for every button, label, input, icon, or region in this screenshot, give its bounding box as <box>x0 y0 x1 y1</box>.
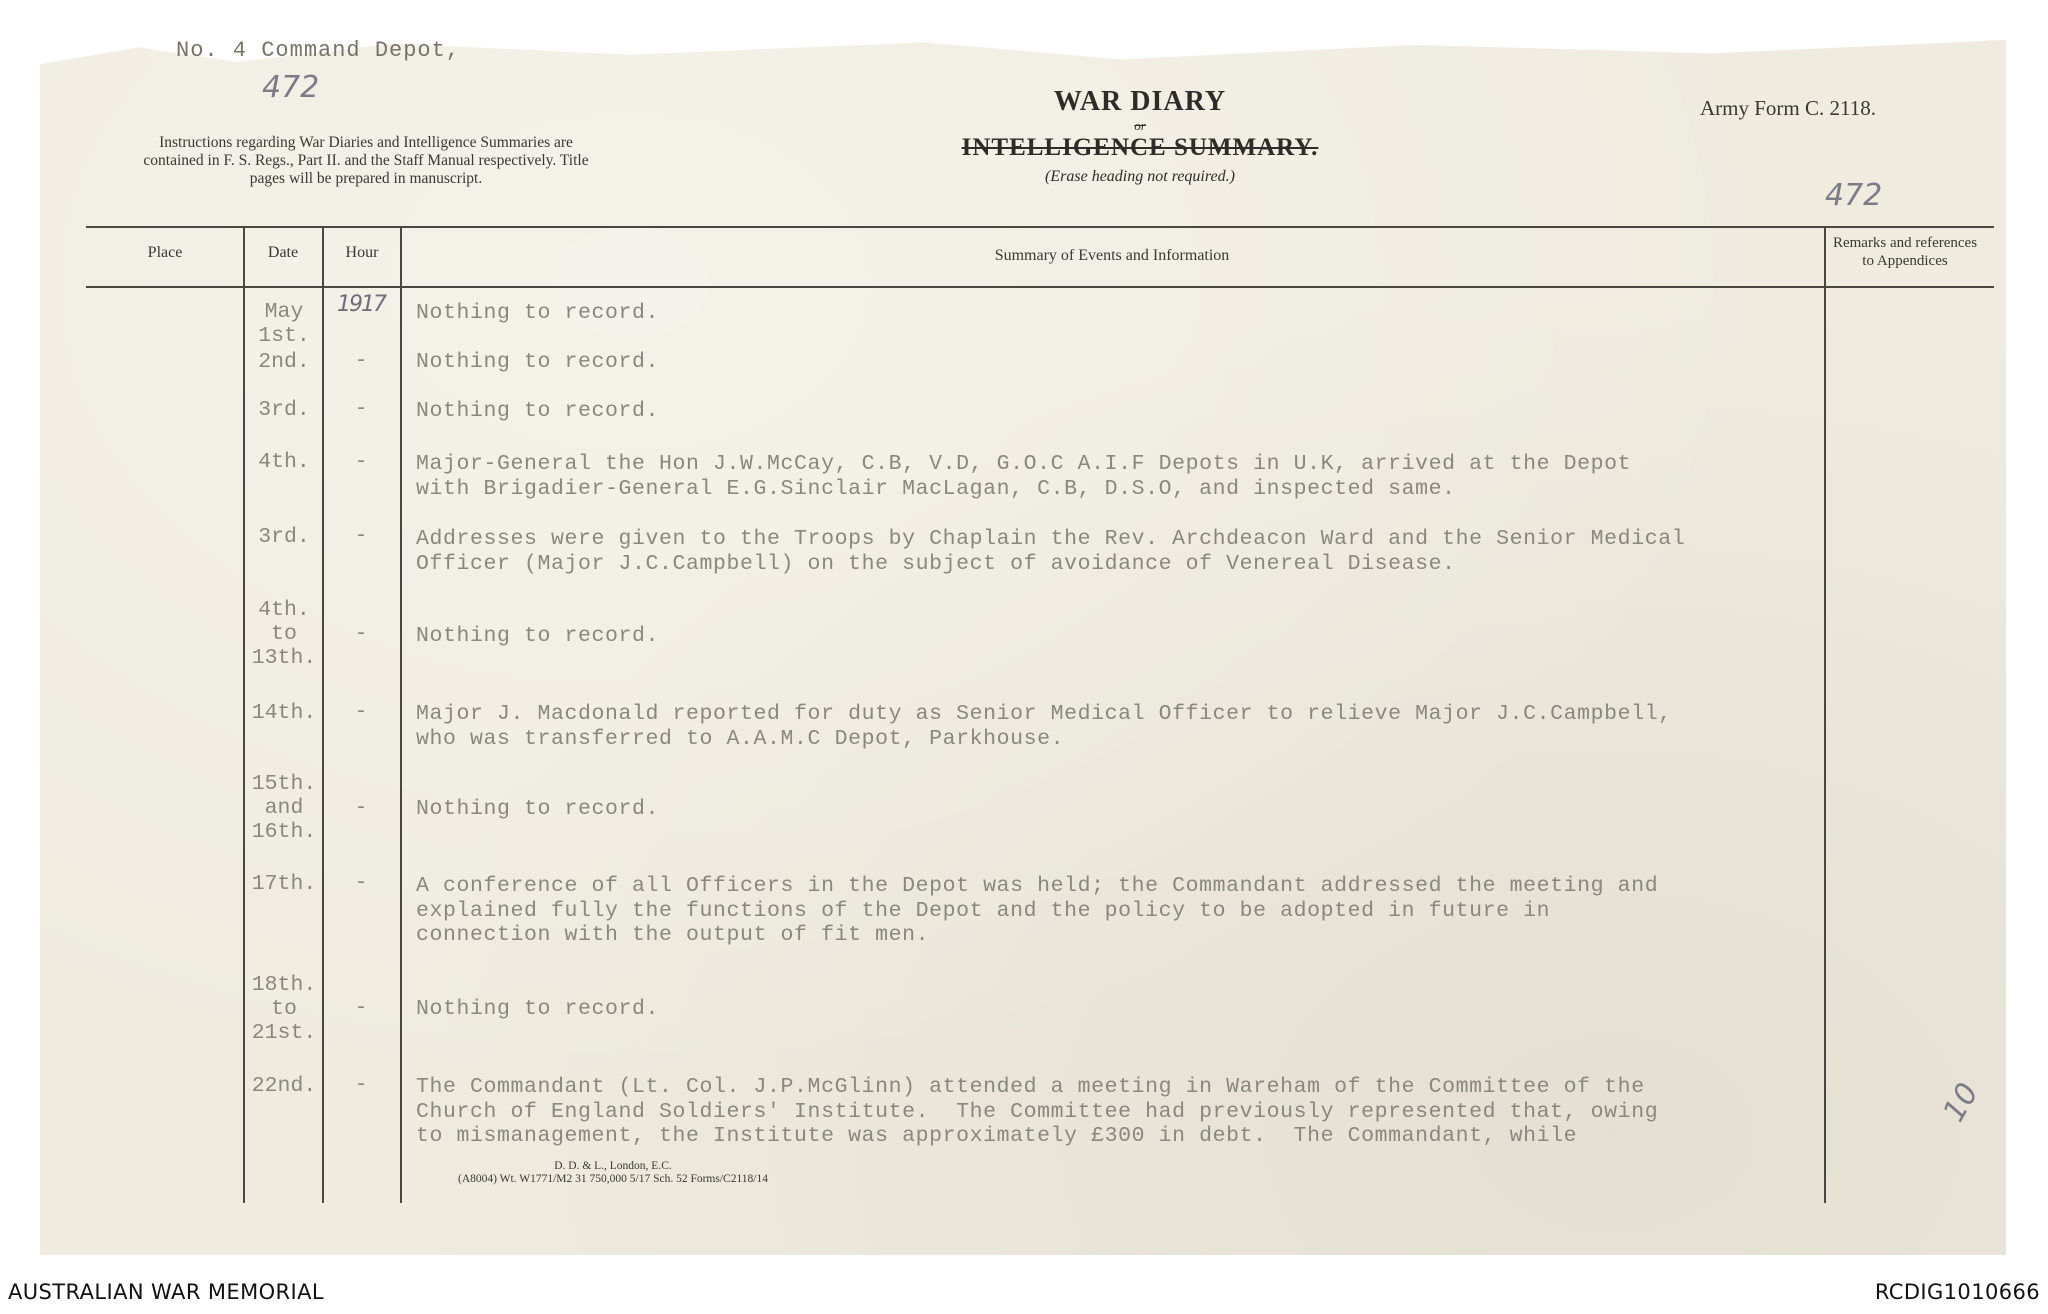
entry-text: Addresses were given to the Troops by Chaplain the Rev. Archdeacon Ward and the Senior Medical Officer (Major J.C.Campbell) on the subject of avoidance of Venereal Disease. <box>416 527 1686 576</box>
column-divider-place <box>243 226 245 1203</box>
entry-hour-pencil-year: 1917 <box>337 292 385 317</box>
entry-text: A conference of all Officers in the Depot was held; the Commandant addressed the meeting and explained fully the functions of the Depot and the policy to be adopted in future in connection with the output of fit men. <box>416 874 1659 947</box>
column-divider-hour <box>400 226 402 1203</box>
army-form-number: Army Form C. 2118. <box>1700 96 1876 120</box>
entry-hour: - <box>354 451 368 474</box>
entry-hour: - <box>354 872 368 895</box>
table-top-rule <box>86 226 1994 228</box>
entry-date: May 1st. <box>258 300 310 348</box>
entry-hour: - <box>354 997 368 1020</box>
printer-imprint-line2: (A8004) Wt. W1771/M2 31 750,000 5/17 Sch. 52 Forms/C2118/14 <box>458 1173 768 1185</box>
footer-image-id: RCDIG1010666 <box>1874 1280 2040 1304</box>
title-war-diary: WAR DIARY <box>1053 86 1227 117</box>
entry-text: Nothing to record. <box>416 624 660 648</box>
entry-date: 15th. and 16th. <box>251 772 317 844</box>
entry-date: 3rd. <box>258 525 310 549</box>
printer-imprint-line1: D. D. & L., London, E.C. <box>554 1160 672 1172</box>
entry-hour: - <box>354 701 368 724</box>
entry-date: 18th. to 21st. <box>251 973 317 1045</box>
printer-imprint <box>458 1160 768 1186</box>
entry-date: 3rd. <box>258 398 310 422</box>
entry-hour: - <box>354 398 368 421</box>
column-divider-summary <box>1824 226 1826 1203</box>
entry-date: 22nd. <box>251 1074 317 1098</box>
pencil-margin-number: 10 <box>1936 1077 1986 1128</box>
entry-text: Nothing to record. <box>416 301 660 325</box>
diary-page <box>40 40 2006 1255</box>
entry-hour: - <box>354 525 368 548</box>
form-title <box>780 86 1500 186</box>
title-or: or <box>1134 118 1146 133</box>
column-header-place: Place <box>147 244 183 261</box>
title-erase-note: (Erase heading not required.) <box>1045 168 1235 185</box>
entry-text: Major J. Macdonald reported for duty as Senior Medical Officer to relieve Major J.C.Campbell, who was transferred to A.A.M.C Depot, Parkhouse. <box>416 702 1672 751</box>
entry-date: 4th. to 13th. <box>251 598 317 670</box>
column-header-hour: Hour <box>345 244 379 261</box>
pencil-folio-right: 472 <box>1825 178 1883 213</box>
footer-awm-credit: AUSTRALIAN WAR MEMORIAL <box>8 1280 324 1304</box>
entry-text: Nothing to record. <box>416 399 660 423</box>
entry-date: 17th. <box>251 872 317 896</box>
column-header-remarks: Remarks and references to Appendices <box>1832 235 1978 269</box>
entry-hour: - <box>354 350 368 373</box>
entry-hour: - <box>354 797 368 820</box>
entry-text: Nothing to record. <box>416 797 660 821</box>
entry-hour: - <box>354 1074 368 1097</box>
entry-text: Nothing to record. <box>416 350 660 374</box>
table-header-rule <box>86 286 1994 288</box>
entry-text: Nothing to record. <box>416 997 660 1021</box>
entry-text: Major-General the Hon J.W.McCay, C.B, V.D, G.O.C A.I.F Depots in U.K, arrived at the Depot with Brigadier-General E.G.Sinclair MacLagan, C.B, D.S.O, and inspected same. <box>416 452 1632 501</box>
column-header-date: Date <box>267 244 299 261</box>
column-header-summary: Summary of Events and Information <box>994 247 1230 264</box>
instructions-note: Instructions regarding War Diaries and Intelligence Summaries are contained in F. S. Regs., Part II. and the Staff Manual respectively. Title pages will be prepared in manuscript. <box>143 134 589 187</box>
entry-date: 14th. <box>251 701 317 725</box>
title-intelligence-summary: INTELLIGENCE SUMMARY. <box>961 134 1319 161</box>
entry-date: 2nd. <box>258 350 310 374</box>
entry-date: 4th. <box>258 450 310 474</box>
entry-text: The Commandant (Lt. Col. J.P.McGlinn) attended a meeting in Wareham of the Committee of the Church of England Soldiers' Institute. The Committee had previously represented that, owing to mismanagement, the Institute was approximately £300 in debt. The Commandant, while <box>416 1075 1659 1148</box>
pencil-folio-left: 472 <box>262 70 320 105</box>
entry-hour: - <box>354 623 368 646</box>
faint-depot-header: No. 4 Command Depot, <box>176 38 461 63</box>
